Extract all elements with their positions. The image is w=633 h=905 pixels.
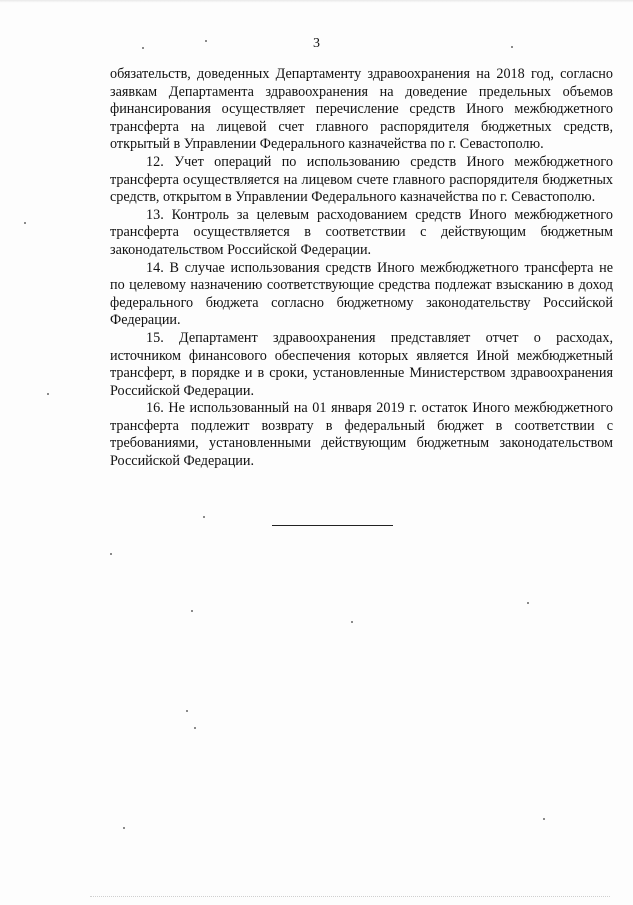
scan-speck xyxy=(123,827,125,829)
paragraph-item-16: 16. Не использованный на 01 января 2019 г. остаток Иного межбюджетного трансферта подлежит возврату в федеральный бюджет в соответствии с требованиями, установленными действующим бюджетным законодательством Российской Федерации. xyxy=(110,400,613,470)
scan-speck xyxy=(351,621,353,623)
scan-speck xyxy=(47,393,49,395)
paragraph-item-13: 13. Контроль за целевым расходованием средств Иного межбюджетного трансферта осуществляется в соответствии с действующим бюджетным законодательством Российской Федерации. xyxy=(110,206,613,258)
scan-speck xyxy=(543,818,545,820)
scan-bottom-edge xyxy=(90,896,610,899)
scan-speck xyxy=(191,610,193,612)
scan-speck xyxy=(194,727,196,729)
scan-speck xyxy=(511,46,513,48)
scan-speck xyxy=(527,602,529,604)
end-of-document-rule xyxy=(272,525,393,526)
page-number: 3 xyxy=(313,36,320,51)
paragraph-item-15: 15. Департамент здравоохранения представляет отчет о расходах, источником финансового обеспечения которых является Иной межбюджетный трансферт, в порядке и в сроки, установленные Министерством здравоохранения Российской Федерации. xyxy=(110,329,613,399)
paragraph-item-12: 12. Учет операций по использованию средств Иного межбюджетного трансферта осуществляется на лицевом счете главного распорядителя бюджетных средств, открытом в Управлении Федерального казначейства по г. Севастополю. xyxy=(110,153,613,206)
scan-speck xyxy=(142,47,144,49)
scan-speck xyxy=(203,516,205,518)
scan-speck xyxy=(110,553,112,555)
scan-speck xyxy=(24,222,26,224)
scan-speck xyxy=(186,710,188,712)
paragraph-item-14: 14. В случае использования средств Иного межбюджетного трансферта не по целевому назначению соответствующие средства подлежат взысканию в доход федерального бюджета согласно бюджетному законодательству Российской Федерации. xyxy=(110,259,613,329)
paragraph-continuation: обязательств, доведенных Департаменту здравоохранения на 2018 год, согласно заявкам Департамента здравоохранения на доведение предельных объемов финансирования осуществляет перечисление средств Иного межбюджетного трансферта на лицевой счет главного распорядителя бюджетных средств, открытый в Управлении Федерального казначейства по г. Севастополю. xyxy=(110,66,613,153)
scan-top-edge xyxy=(0,0,633,3)
scan-speck xyxy=(205,40,207,42)
document-body xyxy=(110,66,613,471)
